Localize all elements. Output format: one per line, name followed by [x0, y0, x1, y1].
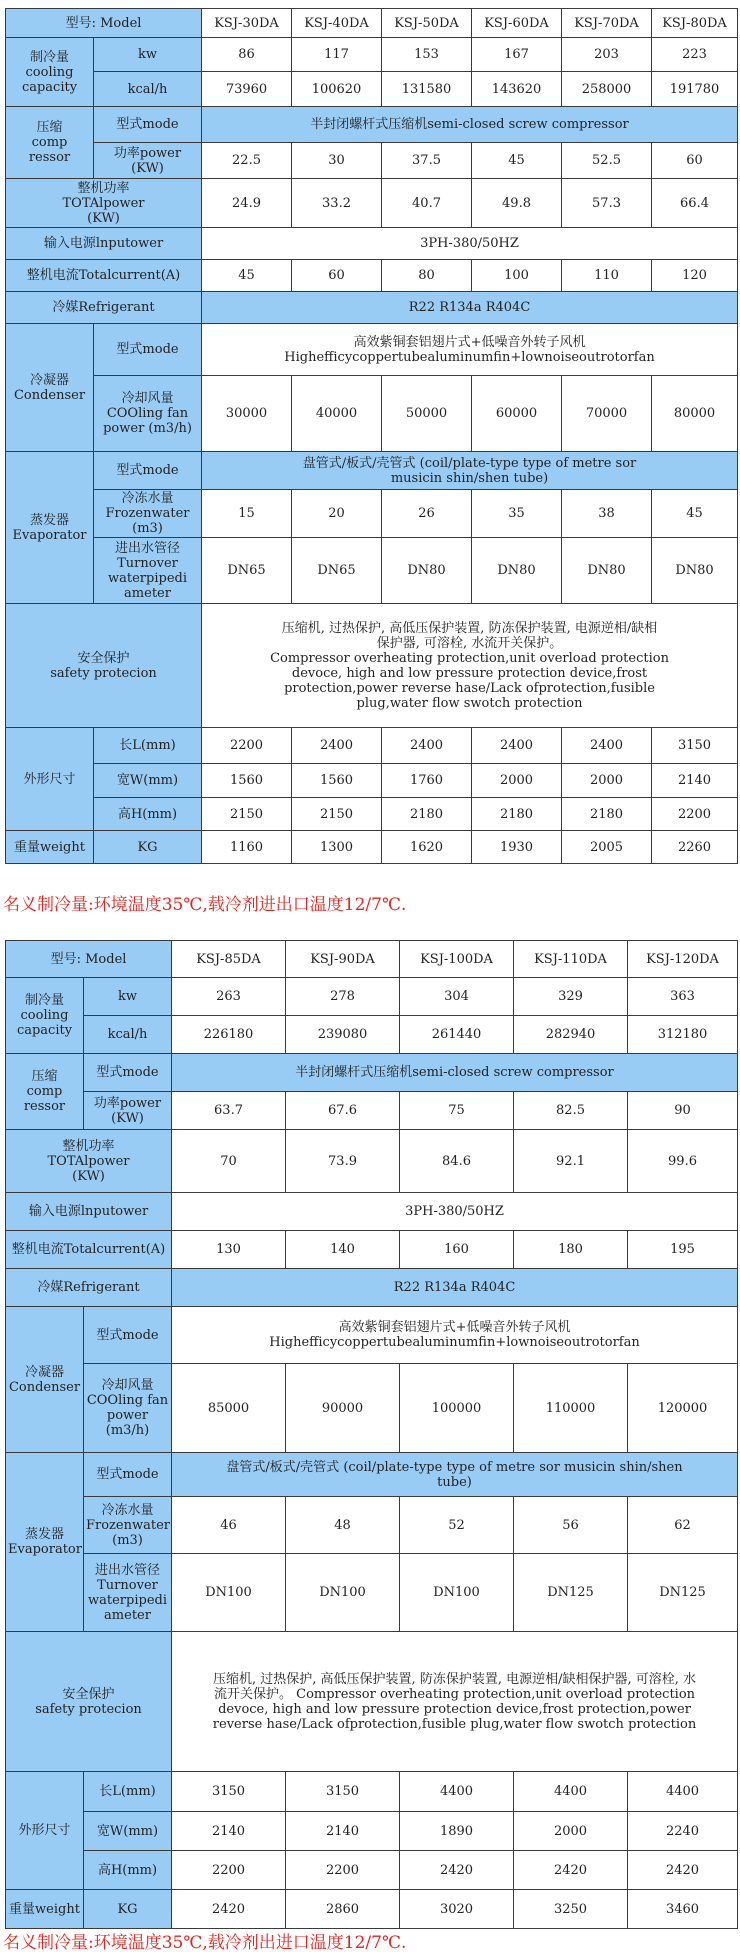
value-cell: 2180 — [562, 798, 652, 831]
value-cell: 50000 — [382, 376, 472, 452]
width-label: 宽W(mm) — [84, 1812, 172, 1851]
value-cell: 1620 — [382, 831, 472, 864]
input-power-value: 3PH-380/50HZ — [202, 228, 738, 260]
dimensions-label: 外形尺寸 — [6, 728, 94, 831]
safety-row — [6, 604, 738, 728]
unit-label: kw — [94, 38, 202, 72]
value-cell: 2400 — [382, 728, 472, 764]
evaporator-label: 蒸发器 Evaporator — [6, 452, 94, 604]
value-cell: 66.4 — [652, 179, 738, 228]
value-cell: 191780 — [652, 72, 738, 107]
value-cell: 226180 — [172, 1016, 286, 1054]
evaporator-mode-row — [6, 452, 738, 490]
value-cell: 63.7 — [172, 1092, 286, 1130]
value-cell: 278 — [286, 978, 400, 1016]
compressor-power-row — [6, 143, 738, 179]
total-power-row — [6, 1130, 738, 1193]
refrigerant-label: 冷媒Refrigerant — [6, 292, 202, 324]
value-cell: 282940 — [514, 1016, 628, 1054]
value-cell: 60 — [652, 143, 738, 179]
value-cell: 2200 — [202, 728, 292, 764]
evaporator-mode-value: 盘管式/板式/壳管式 (coil/plate-type type of metre sor musicin shin/shen tube) — [202, 452, 738, 490]
footnote-1: 名义制冷量:环境温度35℃,载冷剂进出口温度12/7℃. — [3, 895, 407, 915]
value-cell: 312180 — [628, 1016, 738, 1054]
value-cell: 2140 — [652, 764, 738, 798]
height-label: 高H(mm) — [84, 1851, 172, 1890]
value-cell: 75 — [400, 1092, 514, 1130]
value-cell: 258000 — [562, 72, 652, 107]
total-current-row — [6, 260, 738, 292]
total-current-label: 整机电流Totalcurrent(A) — [6, 1231, 172, 1269]
input-power-value: 3PH-380/50HZ — [172, 1193, 738, 1231]
value-cell: 2200 — [172, 1851, 286, 1890]
value-cell: 40000 — [292, 376, 382, 452]
total-power-label: 整机功率 TOTAlpower (KW) — [6, 1130, 172, 1193]
value-cell: 3150 — [172, 1772, 286, 1812]
value-cell: 153 — [382, 38, 472, 72]
value-cell: 86 — [202, 38, 292, 72]
evaporator-water-row — [6, 490, 738, 538]
value-cell: 80 — [382, 260, 472, 292]
value-cell: 1560 — [292, 764, 382, 798]
value-cell: 1160 — [202, 831, 292, 864]
cooling-kw-row — [6, 38, 738, 72]
fan-label: 冷却风量 COOling fan power (m3/h) — [84, 1364, 172, 1453]
unit-label: kw — [84, 978, 172, 1016]
value-cell: 1560 — [202, 764, 292, 798]
value-cell: 143620 — [472, 72, 562, 107]
spec-table-1 — [5, 8, 738, 864]
safety-label: 安全保护 safety protecion — [6, 1632, 172, 1772]
width-row — [6, 1812, 738, 1851]
value-cell: 4400 — [514, 1772, 628, 1812]
cooling-kcal-row — [6, 1016, 738, 1054]
weight-unit: KG — [94, 831, 202, 864]
model-name: KSJ-60DA — [472, 9, 562, 38]
value-cell: 304 — [400, 978, 514, 1016]
value-cell: 45 — [652, 490, 738, 538]
value-cell: 2400 — [562, 728, 652, 764]
model-name: KSJ-110DA — [514, 941, 628, 978]
input-power-row — [6, 228, 738, 260]
value-cell: 180 — [514, 1231, 628, 1269]
value-cell: 3020 — [400, 1890, 514, 1929]
value-cell: 117 — [292, 38, 382, 72]
input-power-row — [6, 1193, 738, 1231]
value-cell: 2420 — [514, 1851, 628, 1890]
value-cell: 30000 — [202, 376, 292, 452]
value-cell: 1300 — [292, 831, 382, 864]
spec-table-2 — [5, 940, 738, 1929]
value-cell: DN100 — [400, 1554, 514, 1632]
value-cell: 37.5 — [382, 143, 472, 179]
length-label: 长L(mm) — [84, 1772, 172, 1812]
value-cell: 46 — [172, 1497, 286, 1554]
model-name: KSJ-30DA — [202, 9, 292, 38]
value-cell: 70 — [172, 1130, 286, 1193]
pipe-label: 进出水管径 Turnover waterpipedi ameter — [94, 538, 202, 604]
value-cell: 2860 — [286, 1890, 400, 1929]
value-cell: DN80 — [652, 538, 738, 604]
value-cell: 2150 — [202, 798, 292, 831]
condenser-label: 冷凝器 Condenser — [6, 324, 94, 452]
unit-label: kcal/h — [84, 1016, 172, 1054]
model-name: KSJ-50DA — [382, 9, 472, 38]
weight-label: 重量weight — [6, 1890, 84, 1929]
value-cell: 2260 — [652, 831, 738, 864]
power-label: 功率power (KW) — [94, 143, 202, 179]
value-cell: 3150 — [652, 728, 738, 764]
value-cell: 84.6 — [400, 1130, 514, 1193]
value-cell: 92.1 — [514, 1130, 628, 1193]
value-cell: 45 — [202, 260, 292, 292]
length-row — [6, 1772, 738, 1812]
mode-label: 型式mode — [94, 324, 202, 376]
value-cell: 120000 — [628, 1364, 738, 1453]
value-cell: 100000 — [400, 1364, 514, 1453]
refrigerant-row — [6, 292, 738, 324]
value-cell: 130 — [172, 1231, 286, 1269]
refrigerant-value: R22 R134a R404C — [172, 1269, 738, 1307]
value-cell: 85000 — [172, 1364, 286, 1453]
value-cell: DN65 — [292, 538, 382, 604]
value-cell: 1890 — [400, 1812, 514, 1851]
model-name: KSJ-70DA — [562, 9, 652, 38]
mode-label: 型式mode — [94, 107, 202, 143]
value-cell: 110000 — [514, 1364, 628, 1453]
value-cell: 263 — [172, 978, 286, 1016]
condenser-fan-row — [6, 1364, 738, 1453]
cooling-capacity-label: 制冷量 cooling capacity — [6, 978, 84, 1054]
value-cell: 160 — [400, 1231, 514, 1269]
total-power-label: 整机功率 TOTAlpower (KW) — [6, 179, 202, 228]
value-cell: 20 — [292, 490, 382, 538]
input-power-label: 输入电源lnputower — [6, 1193, 172, 1231]
value-cell: 2420 — [172, 1890, 286, 1929]
cooling-kw-row — [6, 978, 738, 1016]
total-power-row — [6, 179, 738, 228]
value-cell: 73960 — [202, 72, 292, 107]
condenser-label: 冷凝器 Condenser — [6, 1307, 84, 1453]
pipe-label: 进出水管径 Turnover waterpipedi ameter — [84, 1554, 172, 1632]
refrigerant-label: 冷媒Refrigerant — [6, 1269, 172, 1307]
condenser-mode-value: 高效紫铜套铝翅片式+低噪音外转子风机 Highefficycoppertubealuminumfin+lownoiseoutrotorfan — [202, 324, 738, 376]
value-cell: 167 — [472, 38, 562, 72]
condenser-mode-row — [6, 1307, 738, 1364]
value-cell: 38 — [562, 490, 652, 538]
refrigerant-value: R22 R134a R404C — [202, 292, 738, 324]
model-name: KSJ-80DA — [652, 9, 738, 38]
value-cell: 2140 — [286, 1812, 400, 1851]
height-label: 高H(mm) — [94, 798, 202, 831]
cooling-kcal-row — [6, 72, 738, 107]
compressor-power-row — [6, 1092, 738, 1130]
evaporator-pipe-row — [6, 538, 738, 604]
model-label: 型号: Model — [6, 941, 172, 978]
value-cell: 3250 — [514, 1890, 628, 1929]
safety-value: 压缩机, 过热保护, 高低压保护装置, 防冻保护装置, 电源逆相/缺相 保护器, 可溶栓, 水流开关保护。 Compressor overheating protection,unit overload protection devoce, high and low pressure protection device,frost protection,power reverse hase/Lack ofprotection,fusible plug,water flow swotch protection — [202, 604, 738, 728]
value-cell: 2180 — [382, 798, 472, 831]
mode-label: 型式mode — [84, 1054, 172, 1092]
input-power-label: 输入电源lnputower — [6, 228, 202, 260]
value-cell: 33.2 — [292, 179, 382, 228]
evaporator-water-row — [6, 1497, 738, 1554]
refrigerant-row — [6, 1269, 738, 1307]
value-cell: 40.7 — [382, 179, 472, 228]
value-cell: 52.5 — [562, 143, 652, 179]
value-cell: 203 — [562, 38, 652, 72]
model-row — [6, 9, 738, 38]
value-cell: 49.8 — [472, 179, 562, 228]
value-cell: 239080 — [286, 1016, 400, 1054]
length-row — [6, 728, 738, 764]
value-cell: 2140 — [172, 1812, 286, 1851]
total-current-label: 整机电流Totalcurrent(A) — [6, 260, 202, 292]
value-cell: 56 — [514, 1497, 628, 1554]
mode-label: 型式mode — [84, 1453, 172, 1497]
compressor-label: 压缩 comp ressor — [6, 107, 94, 179]
value-cell: 57.3 — [562, 179, 652, 228]
value-cell: 1930 — [472, 831, 562, 864]
value-cell: 195 — [628, 1231, 738, 1269]
value-cell: 80000 — [652, 376, 738, 452]
value-cell: 45 — [472, 143, 562, 179]
value-cell: 52 — [400, 1497, 514, 1554]
value-cell: 100 — [472, 260, 562, 292]
value-cell: 3150 — [286, 1772, 400, 1812]
condenser-mode-row — [6, 324, 738, 376]
value-cell: 363 — [628, 978, 738, 1016]
safety-label: 安全保护 safety protecion — [6, 604, 202, 728]
value-cell: 329 — [514, 978, 628, 1016]
value-cell: DN125 — [628, 1554, 738, 1632]
evaporator-label: 蒸发器 Evaporator — [6, 1453, 84, 1632]
compressor-mode-row — [6, 1054, 738, 1092]
cooling-capacity-label: 制冷量 cooling capacity — [6, 38, 94, 107]
value-cell: 223 — [652, 38, 738, 72]
value-cell: 82.5 — [514, 1092, 628, 1130]
power-label: 功率power (KW) — [84, 1092, 172, 1130]
model-name: KSJ-120DA — [628, 941, 738, 978]
value-cell: 22.5 — [202, 143, 292, 179]
footnote-2: 名义制冷量:环境温度35℃,载冷剂出进口温度12/7℃. — [3, 1933, 407, 1953]
value-cell: 90000 — [286, 1364, 400, 1453]
evaporator-mode-row — [6, 1453, 738, 1497]
value-cell: DN125 — [514, 1554, 628, 1632]
value-cell: 48 — [286, 1497, 400, 1554]
value-cell: DN80 — [562, 538, 652, 604]
water-label: 冷冻水量 Frozenwater (m3) — [84, 1497, 172, 1554]
fan-label: 冷却风量 COOling fan power (m3/h) — [94, 376, 202, 452]
value-cell: 15 — [202, 490, 292, 538]
value-cell: 73.9 — [286, 1130, 400, 1193]
value-cell: DN100 — [172, 1554, 286, 1632]
model-row — [6, 941, 738, 978]
compressor-mode-value: 半封闭螺杆式压缩机semi-closed screw compressor — [202, 107, 738, 143]
safety-row — [6, 1632, 738, 1772]
water-label: 冷冻水量 Frozenwater (m3) — [94, 490, 202, 538]
value-cell: 4400 — [628, 1772, 738, 1812]
value-cell: 67.6 — [286, 1092, 400, 1130]
value-cell: 261440 — [400, 1016, 514, 1054]
height-row — [6, 1851, 738, 1890]
compressor-mode-row — [6, 107, 738, 143]
total-current-row — [6, 1231, 738, 1269]
compressor-mode-value: 半封闭螺杆式压缩机semi-closed screw compressor — [172, 1054, 738, 1092]
value-cell: 120 — [652, 260, 738, 292]
value-cell: 110 — [562, 260, 652, 292]
value-cell: 2400 — [472, 728, 562, 764]
value-cell: 2400 — [292, 728, 382, 764]
value-cell: 3460 — [628, 1890, 738, 1929]
weight-label: 重量weight — [6, 831, 94, 864]
value-cell: 60000 — [472, 376, 562, 452]
value-cell: 2420 — [400, 1851, 514, 1890]
weight-row — [6, 831, 738, 864]
value-cell: 2200 — [652, 798, 738, 831]
value-cell: 2150 — [292, 798, 382, 831]
value-cell: 131580 — [382, 72, 472, 107]
safety-value: 压缩机, 过热保护, 高低压保护装置, 防冻保护装置, 电源逆相/缺相保护器, 可溶栓, 水 流开关保护。 Compressor overheating protection,unit overload protection devoce, high and low pressure protection device,frost protection,power reverse hase/Lack ofprotection,fusible plug,water flow swotch protection — [172, 1632, 738, 1772]
width-row — [6, 764, 738, 798]
model-label: 型号: Model — [6, 9, 202, 38]
value-cell: 2000 — [514, 1812, 628, 1851]
evaporator-pipe-row — [6, 1554, 738, 1632]
model-name: KSJ-90DA — [286, 941, 400, 978]
value-cell: 2240 — [628, 1812, 738, 1851]
mode-label: 型式mode — [84, 1307, 172, 1364]
dimensions-label: 外形尺寸 — [6, 1772, 84, 1890]
value-cell: 2000 — [472, 764, 562, 798]
value-cell: DN65 — [202, 538, 292, 604]
height-row — [6, 798, 738, 831]
weight-unit: KG — [84, 1890, 172, 1929]
value-cell: 24.9 — [202, 179, 292, 228]
value-cell: 99.6 — [628, 1130, 738, 1193]
condenser-fan-row — [6, 376, 738, 452]
value-cell: 90 — [628, 1092, 738, 1130]
model-name: KSJ-100DA — [400, 941, 514, 978]
value-cell: 60 — [292, 260, 382, 292]
model-name: KSJ-85DA — [172, 941, 286, 978]
condenser-mode-value: 高效紫铜套铝翅片式+低噪音外转子风机 Highefficycoppertubealuminumfin+lownoiseoutrotorfan — [172, 1307, 738, 1364]
value-cell: 35 — [472, 490, 562, 538]
mode-label: 型式mode — [94, 452, 202, 490]
value-cell: 2180 — [472, 798, 562, 831]
width-label: 宽W(mm) — [94, 764, 202, 798]
evaporator-mode-value: 盘管式/板式/壳管式 (coil/plate-type type of metre sor musicin shin/shen tube) — [172, 1453, 738, 1497]
value-cell: 2420 — [628, 1851, 738, 1890]
compressor-label: 压缩 comp ressor — [6, 1054, 84, 1130]
unit-label: kcal/h — [94, 72, 202, 107]
value-cell: 100620 — [292, 72, 382, 107]
value-cell: DN100 — [286, 1554, 400, 1632]
value-cell: 70000 — [562, 376, 652, 452]
value-cell: 30 — [292, 143, 382, 179]
value-cell: 140 — [286, 1231, 400, 1269]
value-cell: 1760 — [382, 764, 472, 798]
value-cell: 62 — [628, 1497, 738, 1554]
value-cell: DN80 — [472, 538, 562, 604]
value-cell: 2005 — [562, 831, 652, 864]
value-cell: 4400 — [400, 1772, 514, 1812]
value-cell: 2200 — [286, 1851, 400, 1890]
weight-row — [6, 1890, 738, 1929]
value-cell: 26 — [382, 490, 472, 538]
value-cell: 2000 — [562, 764, 652, 798]
value-cell: DN80 — [382, 538, 472, 604]
length-label: 长L(mm) — [94, 728, 202, 764]
model-name: KSJ-40DA — [292, 9, 382, 38]
